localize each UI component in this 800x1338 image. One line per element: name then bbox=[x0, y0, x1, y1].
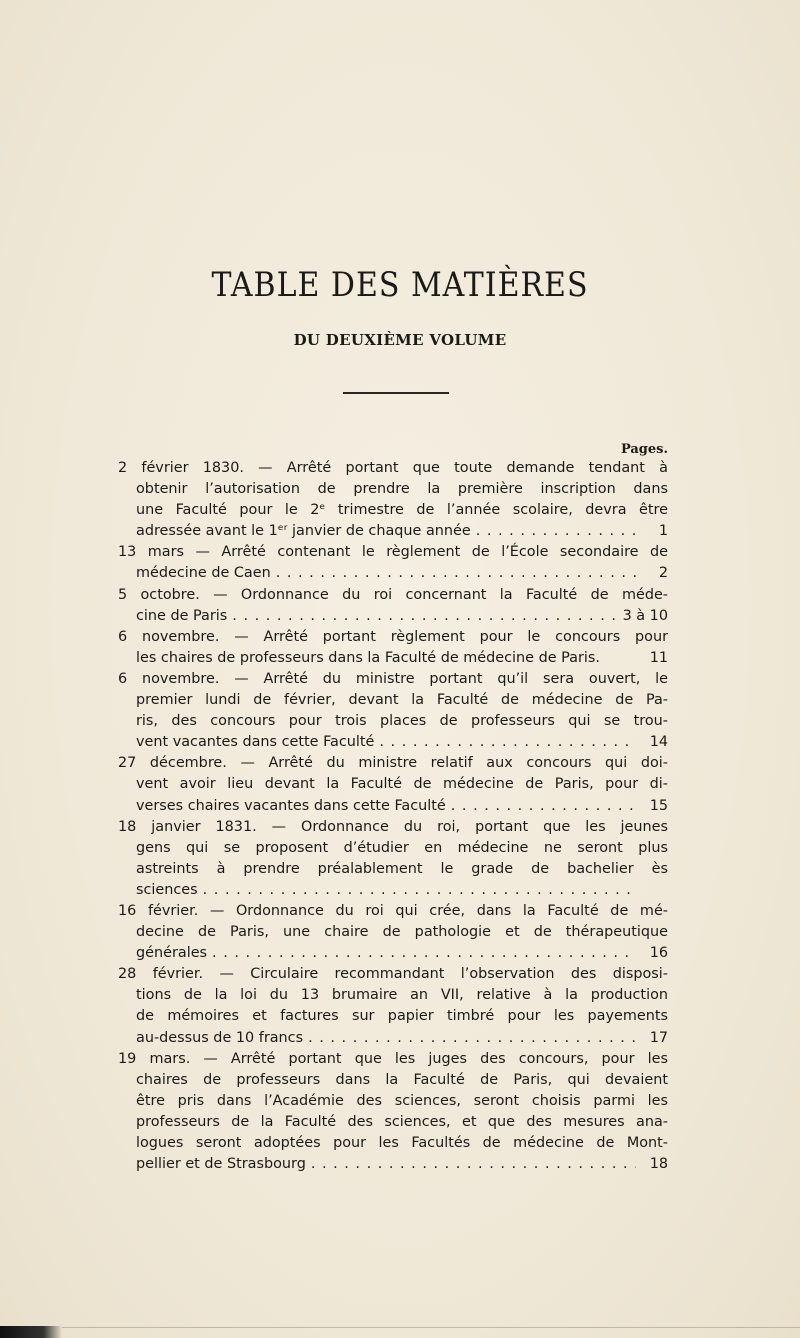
toc-entry bbox=[118, 817, 668, 901]
toc-entry-text: decine de Paris, une chaire de pathologie et de thérapeutique bbox=[136, 924, 668, 941]
toc-entry-line bbox=[118, 690, 668, 711]
toc-entry-text: de mémoires et factures sur papier timbré pour les payements bbox=[136, 1008, 668, 1025]
toc-entry-text: obtenir l’autorisation de prendre la première inscription dans bbox=[136, 481, 668, 498]
toc-page-number: 2 bbox=[658, 565, 668, 582]
toc-page-number: 3 à 10 bbox=[622, 607, 668, 624]
toc-entry-line bbox=[118, 606, 668, 627]
dot-leader bbox=[303, 1028, 636, 1049]
toc-entry-text: astreints à prendre préalablement le grade de bachelier ès bbox=[136, 860, 668, 877]
toc-entry-line bbox=[118, 774, 668, 795]
toc-entry-line bbox=[118, 479, 668, 500]
toc-entry-text: au-dessus de 10 francs bbox=[136, 1029, 304, 1046]
toc-page-number: 16 bbox=[649, 945, 668, 962]
toc-entry-line bbox=[118, 838, 668, 859]
page-title: TABLE DES MATIÈRES bbox=[211, 265, 589, 306]
toc-entry-line bbox=[118, 732, 668, 753]
toc-entry-text: 18 janvier 1831. — Ordonnance du roi, portant que les jeunes bbox=[118, 818, 668, 835]
toc-entry-line bbox=[118, 1112, 668, 1133]
toc-entry-text: les chaires de professeurs dans la Faculté de médecine de Paris. bbox=[136, 649, 600, 666]
toc-entry bbox=[118, 901, 668, 964]
toc-entry bbox=[118, 753, 668, 816]
toc-entry-line bbox=[118, 458, 668, 479]
toc-page-number: 15 bbox=[649, 797, 668, 814]
dot-leader bbox=[306, 1154, 636, 1175]
toc-entry-line bbox=[118, 880, 668, 901]
toc-entry-text: 5 octobre. — Ordonnance du roi concernant la Faculté de méde- bbox=[118, 586, 668, 603]
toc-page-number: 18 bbox=[649, 1156, 668, 1173]
toc-entry-line bbox=[118, 922, 668, 943]
toc-entry-line bbox=[118, 985, 668, 1006]
page-edge-line bbox=[62, 1327, 800, 1328]
dot-leader bbox=[446, 796, 636, 817]
page-edge-shadow bbox=[0, 1326, 62, 1338]
toc-entry-line bbox=[118, 753, 668, 774]
dot-leader bbox=[271, 563, 636, 584]
toc-entry-line bbox=[118, 859, 668, 880]
toc-entry-line bbox=[118, 563, 668, 584]
toc-entry-line bbox=[118, 1070, 668, 1091]
toc-entry-text: 6 novembre. — Arrêté du ministre portant qu’il sera ouvert, le bbox=[118, 670, 668, 687]
toc-entry bbox=[118, 585, 668, 627]
toc-entry-line bbox=[118, 817, 668, 838]
toc-entry bbox=[118, 458, 668, 542]
toc-entry-line bbox=[118, 500, 668, 521]
toc-page-number: 1 bbox=[658, 523, 668, 540]
dot-leader bbox=[227, 606, 618, 627]
toc-entry-line bbox=[118, 796, 668, 817]
toc-entry-line bbox=[118, 585, 668, 606]
toc-entry-text: vent avoir lieu devant la Faculté de médecine de Paris, pour di- bbox=[136, 776, 668, 793]
toc-entry-text: chaires de professeurs dans la Faculté de Paris, qui devaient bbox=[136, 1071, 668, 1088]
toc-entry-line bbox=[118, 1133, 668, 1154]
toc-entry-line bbox=[118, 901, 668, 922]
toc-entry-text: gens qui se proposent d’étudier en médecine ne seront plus bbox=[136, 839, 668, 856]
dot-leader bbox=[198, 880, 636, 901]
toc-entry-line bbox=[118, 669, 668, 690]
toc-entry-text: 28 février. — Circulaire recommandant l’observation des disposi- bbox=[118, 966, 668, 983]
toc-entry-text: pellier et de Strasbourg bbox=[136, 1156, 306, 1173]
toc-entry-text: verses chaires vacantes dans cette Faculté bbox=[136, 797, 446, 814]
toc-entry-text: vent vacantes dans cette Faculté bbox=[136, 734, 375, 751]
toc-entry-text: être pris dans l’Académie des sciences, seront choisis parmi les bbox=[136, 1092, 668, 1109]
toc-entry-text: logues seront adoptées pour les Facultés de médecine de Mont- bbox=[136, 1135, 668, 1151]
toc-page-number: 11 bbox=[649, 649, 668, 666]
toc-entry bbox=[118, 1049, 668, 1176]
toc-entry-line bbox=[118, 943, 668, 964]
toc-entry-text: une Faculté pour le 2ᵉ trimestre de l’année scolaire, devra être bbox=[136, 502, 668, 519]
toc-entry-text: 13 mars — Arrêté contenant le règlement de l’École secondaire de bbox=[118, 544, 668, 561]
toc-entry-line bbox=[118, 1091, 668, 1112]
toc-entry-line bbox=[118, 1154, 668, 1175]
dot-leader bbox=[374, 732, 636, 753]
toc-entry bbox=[118, 542, 668, 584]
toc-entry-text: cine de Paris bbox=[136, 607, 228, 624]
toc-entry-text: 19 mars. — Arrêté portant que les juges des concours, pour les bbox=[118, 1050, 668, 1067]
toc-entry-line bbox=[118, 711, 668, 732]
table-of-contents bbox=[118, 458, 668, 1175]
toc-entry-text: sciences bbox=[136, 881, 198, 898]
toc-entry-text: premier lundi de février, devant la Faculté de médecine de Pa- bbox=[136, 692, 668, 709]
page-subtitle: DU DEUXIÈME VOLUME bbox=[293, 331, 507, 349]
toc-entry-line bbox=[118, 964, 668, 985]
toc-entry-line bbox=[118, 1028, 668, 1049]
toc-entry-line bbox=[118, 1006, 668, 1027]
toc-entry-text: 27 décembre. — Arrêté du ministre relatif aux concours qui doi- bbox=[118, 755, 668, 772]
toc-entry-text: médecine de Caen bbox=[136, 565, 271, 582]
toc-entry-text: adressée avant le 1ᵉʳ janvier de chaque année bbox=[136, 523, 471, 540]
dot-leader bbox=[471, 521, 636, 542]
toc-entry-text: ris, des concours pour trois places de professeurs qui se trou- bbox=[136, 713, 668, 730]
toc-entry-line bbox=[118, 648, 668, 669]
toc-entry-text: 16 février. — Ordonnance du roi qui crée, dans la Faculté de mé- bbox=[118, 902, 668, 919]
pages-column-heading: Pages. bbox=[620, 442, 668, 457]
toc-entry-line bbox=[118, 1049, 668, 1070]
toc-entry bbox=[118, 627, 668, 669]
toc-entry-text: 2 février 1830. — Arrêté portant que toute demande tendant à bbox=[118, 460, 668, 476]
toc-page-number: 14 bbox=[649, 734, 668, 751]
toc-entry bbox=[118, 964, 668, 1048]
title-rule bbox=[343, 392, 449, 394]
toc-entry-line bbox=[118, 521, 668, 542]
dot-leader bbox=[207, 943, 636, 964]
toc-entry-text: professeurs de la Faculté des sciences, et que des mesures ana- bbox=[136, 1113, 668, 1130]
toc-entry-text: 6 novembre. — Arrêté portant règlement pour le concours pour bbox=[118, 628, 668, 645]
toc-entry-line bbox=[118, 542, 668, 563]
toc-entry-line bbox=[118, 627, 668, 648]
toc-entry bbox=[118, 669, 668, 753]
toc-entry-text: tions de la loi du 13 brumaire an VII, relative à la production bbox=[136, 987, 668, 1004]
toc-entry-text: générales bbox=[136, 945, 208, 962]
toc-page-number: 17 bbox=[649, 1029, 668, 1046]
